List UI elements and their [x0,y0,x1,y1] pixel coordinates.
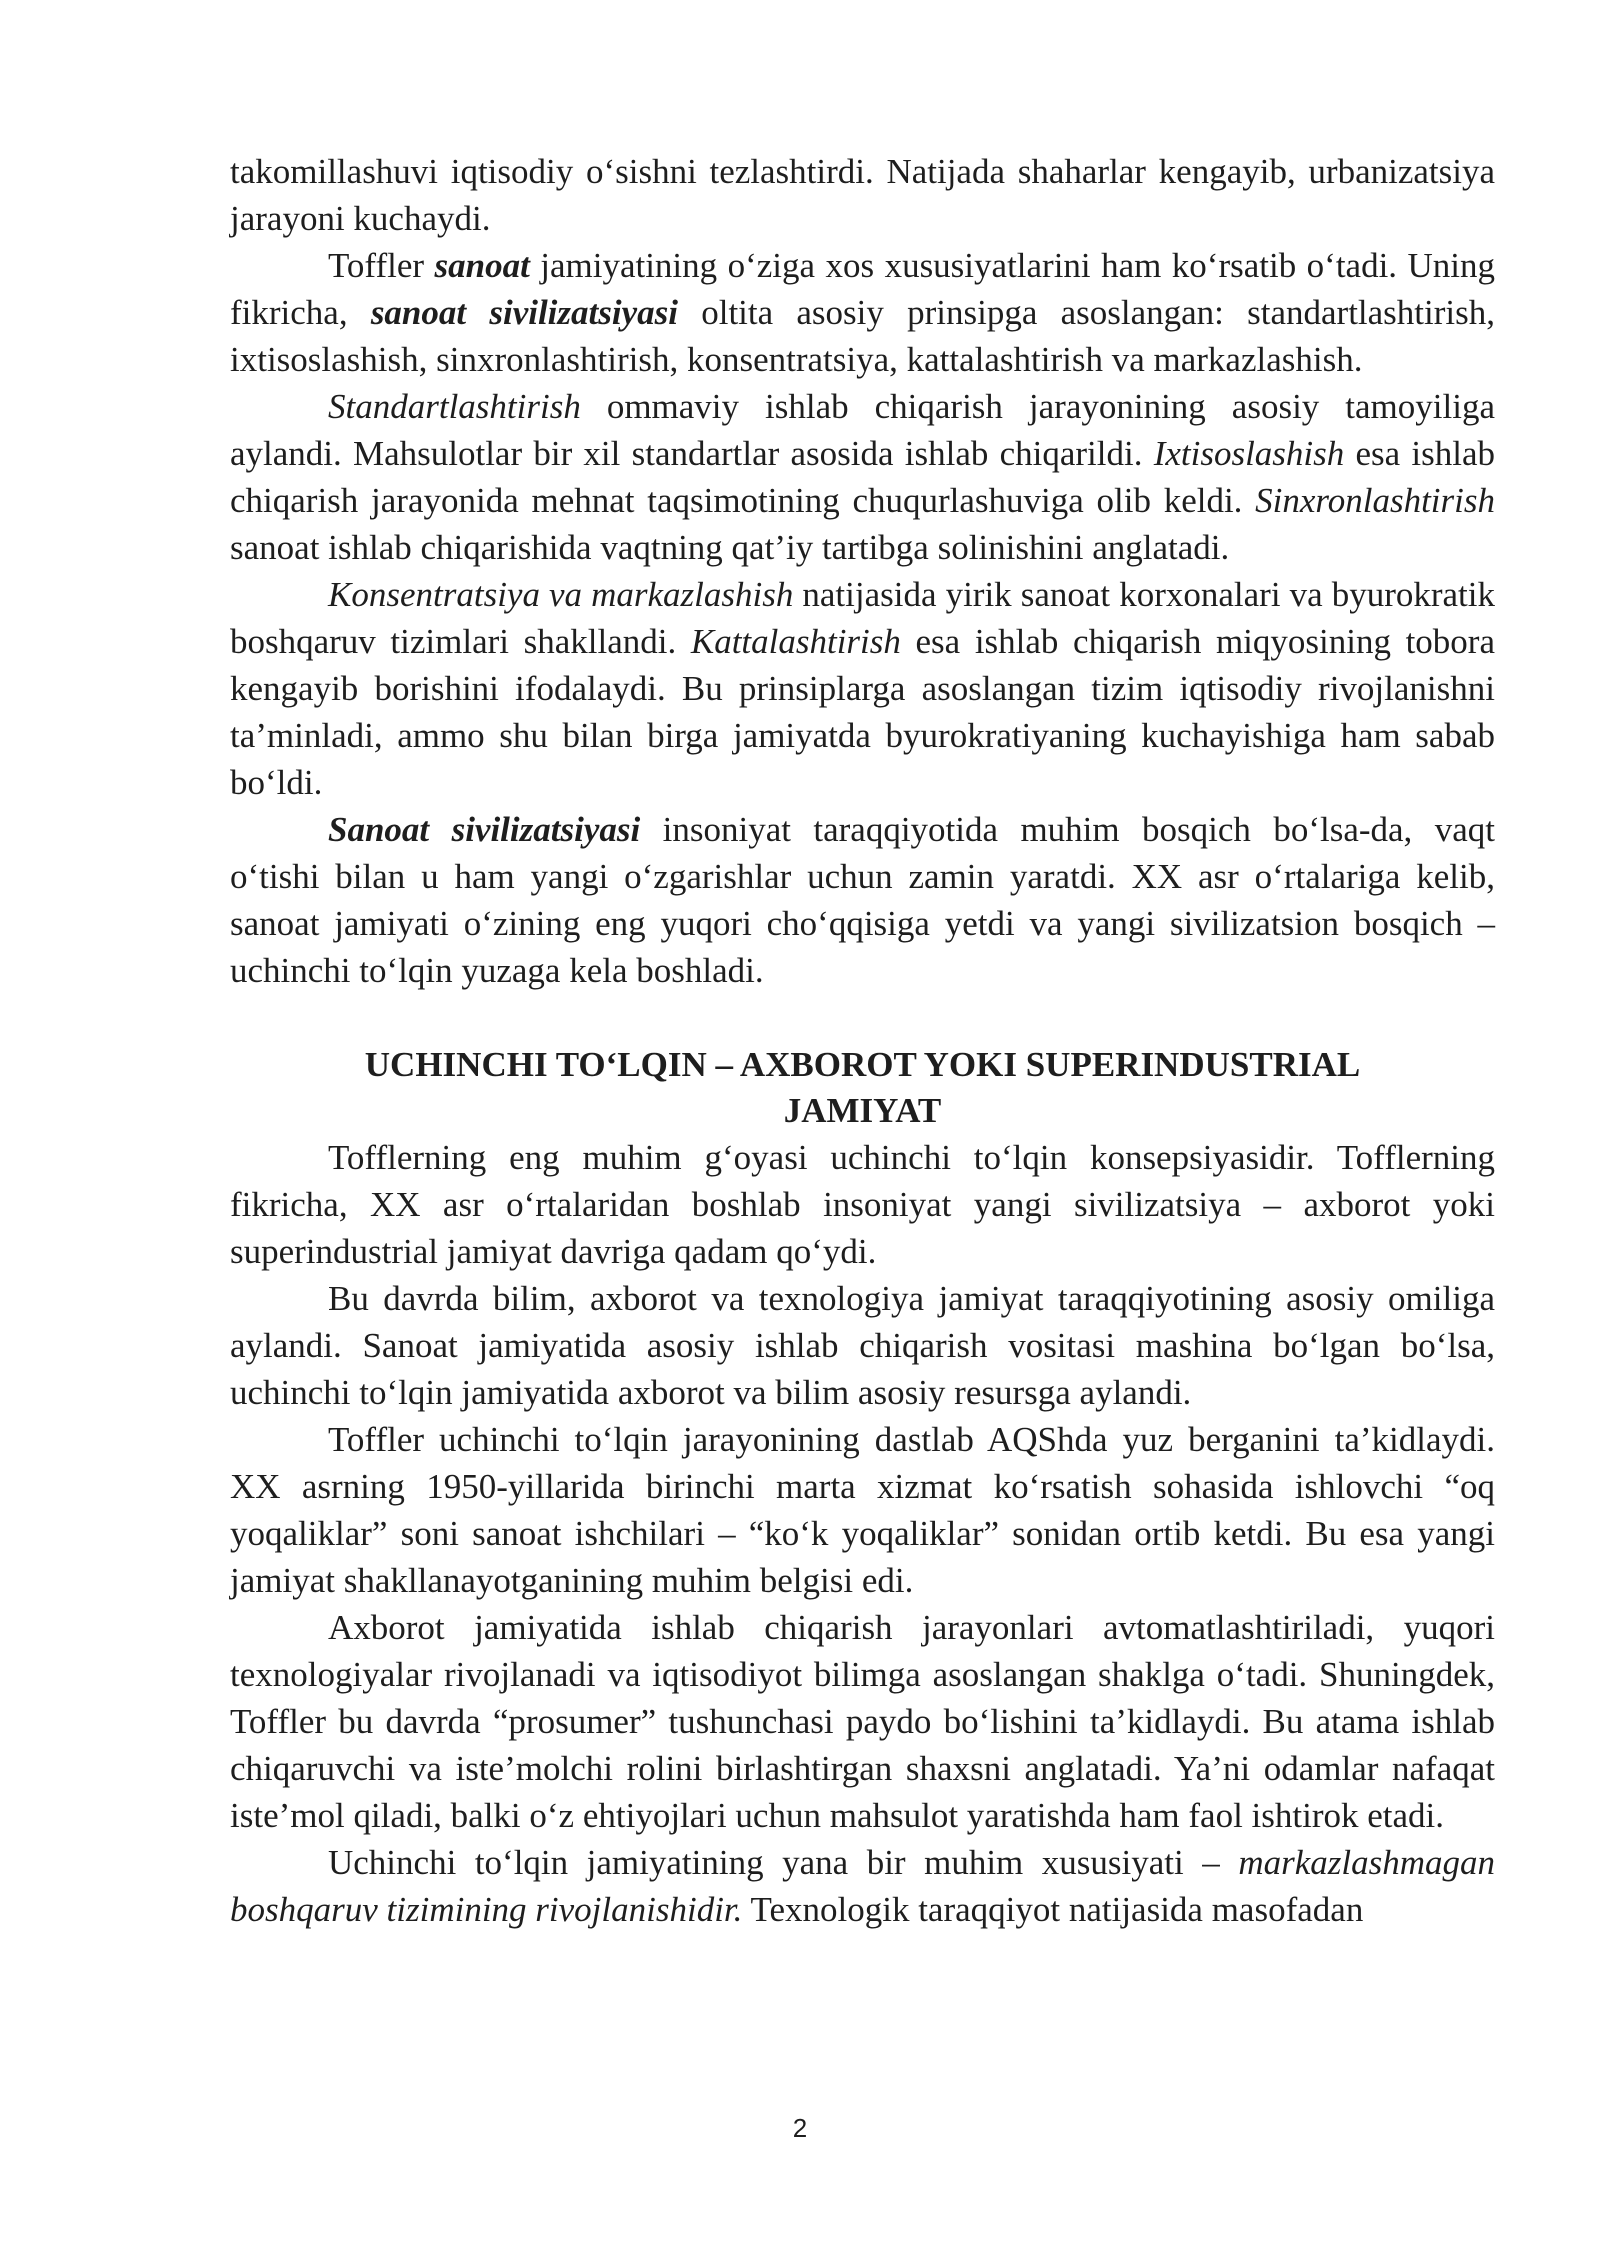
term-markazlashmagan: markazlashmagan boshqaruv tizimining rivojlanishidir. [230,1843,1495,1929]
page-number: 2 [792,2113,808,2143]
term-standartlashtirish: Standartlashtirish [328,387,581,426]
paragraph-2: Toffler sanoat jamiyatining o‘ziga xos xususiyatlarini ham ko‘rsatib o‘tadi. Uning fikricha, sanoat sivilizatsiyasi oltita asosiy prinsipga asoslangan: standartlashtirish, ixtisoslashish, sinxronlashtirish, konsentratsiya, kattalashtirish va markazlashish. [230,246,1495,379]
term-kattalashtirish: Kattalashtirish [690,622,901,661]
paragraph-3: Standartlashtirish ommaviy ishlab chiqarish jarayonining asosiy tamoyiliga aylandi. Mahsulotlar bir xil standartlar asosida ishlab chiqarildi. Ixtisoslashish esa ishlab chiqarish jarayonida mehnat taqsimotining chuqurlashuviga olib keldi. Sinxronlashtirish sanoat ishlab chiqarishida vaqtning qat’iy tartibga solinishini anglatadi. [230,387,1496,567]
document-page [230,148,1495,1933]
paragraph-9: Axborot jamiyatida ishlab chiqarish jarayonlari avtomatlashtiriladi, yuqori texnologiyalar rivojlanadi va iqtisodiyot bilimga asoslangan shaklga o‘tadi. Shuningdek, Toffler bu davrda “prosumer” tushunchasi paydo bo‘lishini ta’kidlaydi. Bu atama ishlab chiqaruvchi va iste’molchi rolini birlashtirgan shaxsni anglatadi. Ya’ni odamlar nafaqat iste’mol qiladi, balki o‘z ehtiyojlari uchun mahsulot yaratishda ham faol ishtirok etadi. [230,1608,1495,1835]
paragraph-1: takomillashuvi iqtisodiy o‘sishni tezlashtirdi. Natijada shaharlar kengayib, urbanizatsiya jarayoni kuchaydi. [230,152,1495,238]
paragraph-10: Uchinchi to‘lqin jamiyatining yana bir muhim xususiyati – markazlashmagan boshqaruv tizimining rivojlanishidir. Texnologik taraqqiyot natijasida masofadan [230,1843,1495,1929]
emphasis-sanoat: sanoat [434,246,530,285]
emphasis-sanoat-sivilizatsiyasi-2: Sanoat sivilizatsiyasi [328,810,641,849]
paragraph-4: Konsentratsiya va markazlashish natijasida yirik sanoat korxonalari va byurokratik boshqaruv tizimlari shakllandi. Kattalashtirish esa ishlab chiqarish miqyosining tobora kengayib borishini ifodalaydi. Bu prinsiplarga asoslangan tizim iqtisodiy rivojlanishni ta’minladi, ammo shu bilan birga jamiyatda byurokratiyaning kuchayishiga ham sabab bo‘ldi. [230,575,1495,802]
paragraph-6: Tofflerning eng muhim g‘oyasi uchinchi to‘lqin konsepsiyasidir. Tofflerning fikricha, XX asr o‘rtalaridan boshlab insoniyat yangi sivilizatsiya – axborot yoki superindustrial jamiyat davriga qadam qo‘ydi. [230,1138,1495,1271]
paragraph-8: Toffler uchinchi to‘lqin jarayonining dastlab AQShda yuz berganini ta’kidlaydi. XX asrning 1950-yillarida birinchi marta xizmat ko‘rsatish sohasida ishlovchi “oq yoqaliklar” soni sanoat ishchilari – “ko‘k yoqaliklar” sonidan ortib ketdi. Bu esa yangi jamiyat shakllanayotganining muhim belgisi edi. [230,1420,1495,1600]
paragraph-7: Bu davrda bilim, axborot va texnologiya jamiyat taraqqiyotining asosiy omiliga aylandi. Sanoat jamiyatida asosiy ishlab chiqarish vositasi mashina bo‘lgan bo‘lsa, uchinchi to‘lqin jamiyatida axborot va bilim asosiy resursga aylandi. [230,1279,1495,1412]
term-sinxronlashtirish: Sinxronlashtirish [1255,481,1495,520]
section-heading: UCHINCHI TO‘LQIN – AXBOROT YOKI SUPERINDUSTRIAL JAMIYAT [364,1045,1361,1130]
term-konsentratsiya: Konsentratsiya va markazlashish [328,575,794,614]
term-ixtisoslashish: Ixtisoslashish [1153,434,1345,473]
paragraph-5: Sanoat sivilizatsiyasi insoniyat taraqqiyotida muhim bosqich bo‘lsa-da, vaqt o‘tishi bilan u ham yangi o‘zgarishlar uchun zamin yaratdi. XX asr o‘rtalariga kelib, sanoat jamiyati o‘zining eng yuqori cho‘qqisiga yetdi va yangi sivilizatsion bosqich – uchinchi to‘lqin yuzaga kela boshladi. [230,810,1495,990]
emphasis-sanoat-sivilizatsiyasi: sanoat sivilizatsiyasi [370,293,678,332]
